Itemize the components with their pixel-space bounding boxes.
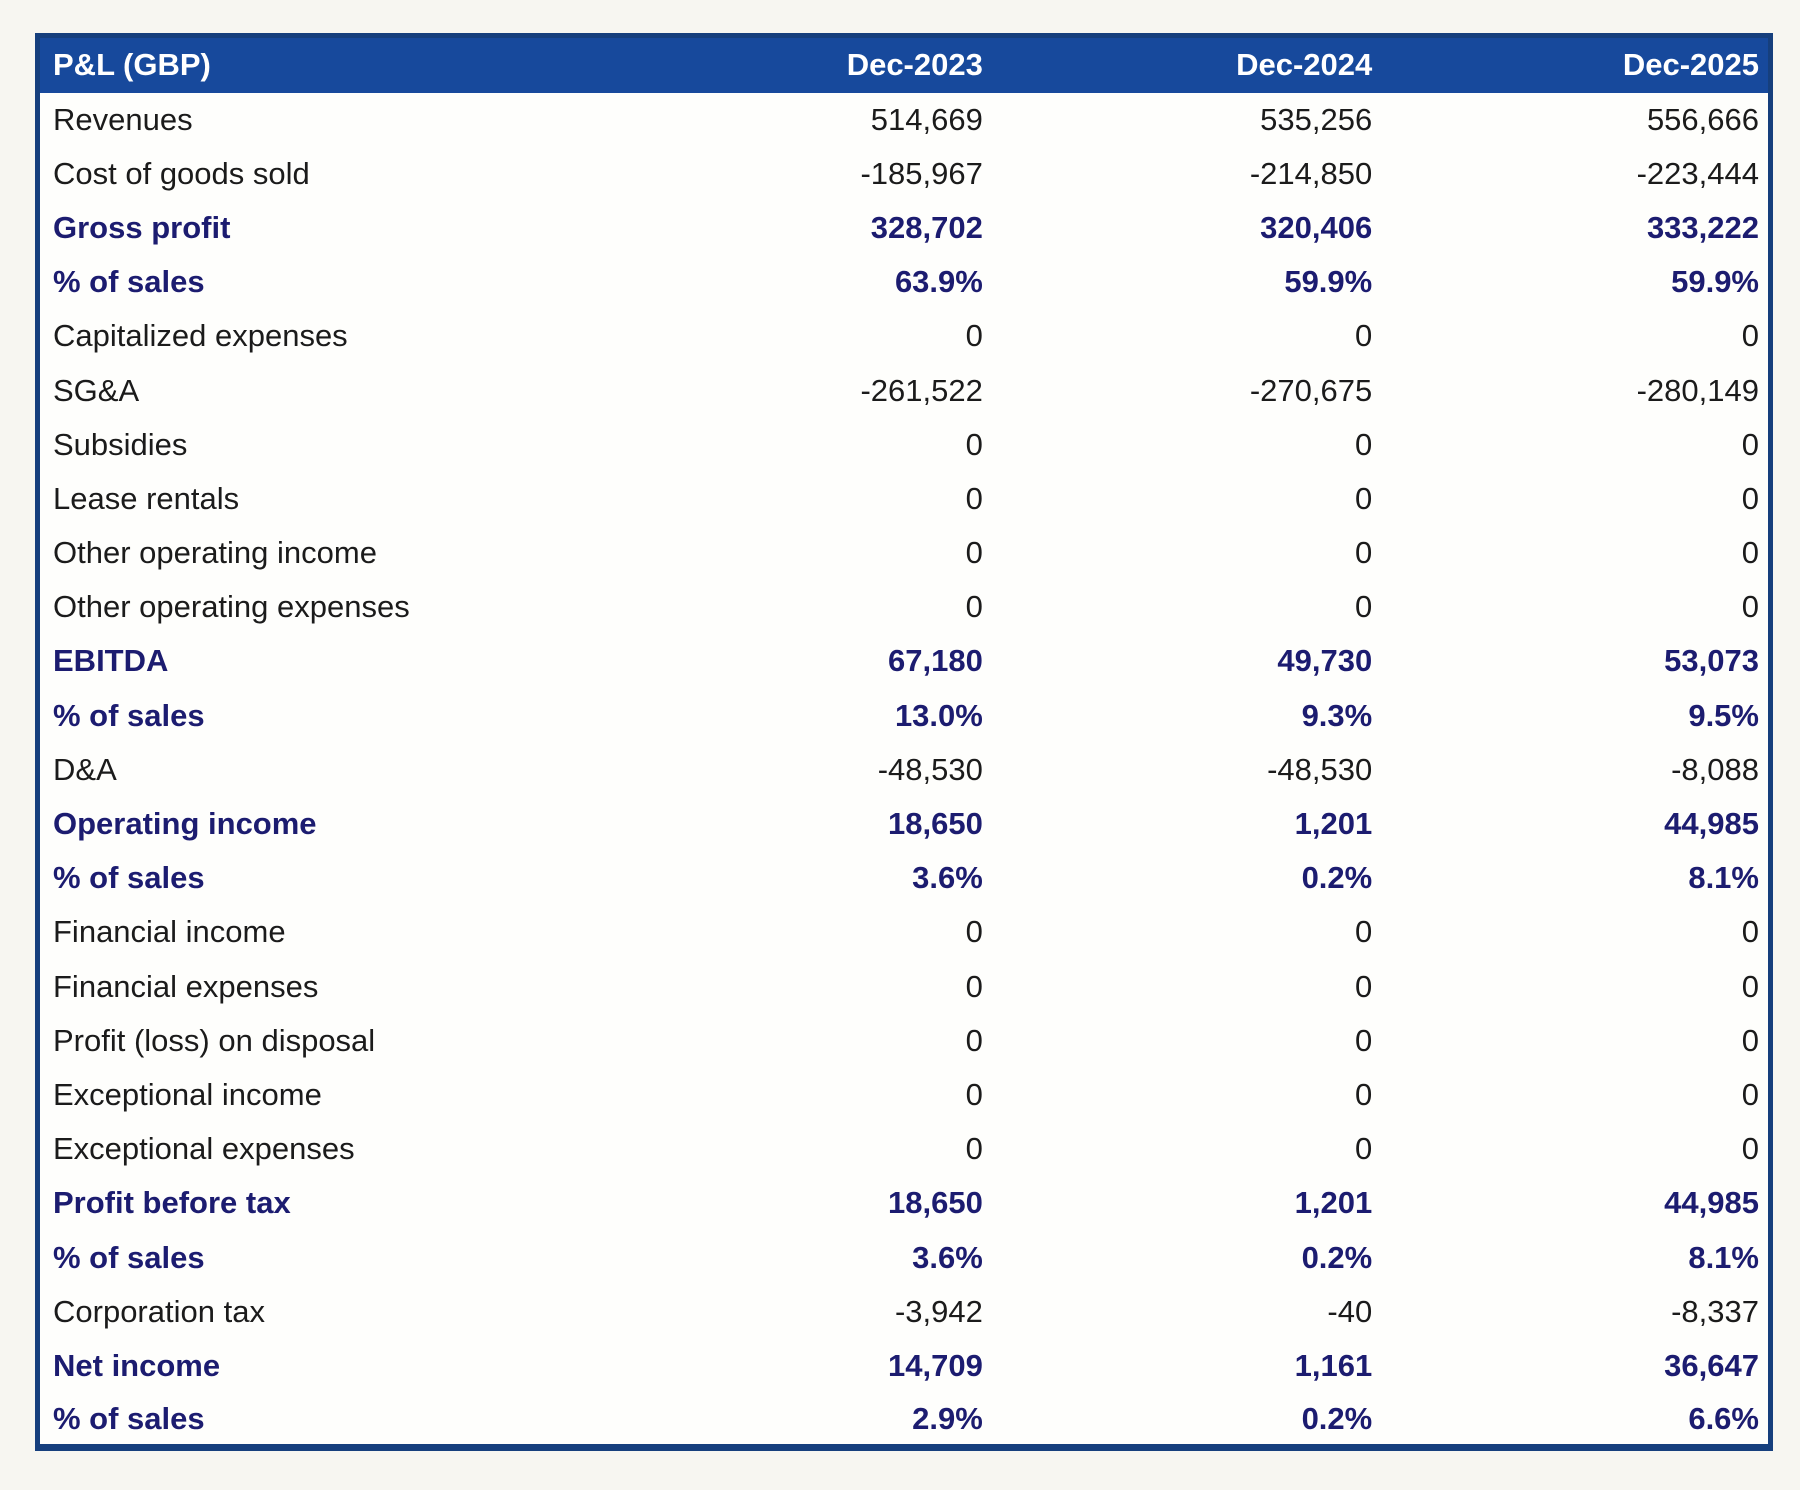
cell-value-dec-2023: 0 bbox=[965, 535, 983, 571]
cell-value-dec-2025: 44,985 bbox=[1664, 806, 1759, 842]
table-row bbox=[38, 1339, 1771, 1393]
row-label: D&A bbox=[53, 751, 117, 787]
cell-value-dec-2025: 8.1% bbox=[1688, 860, 1759, 896]
table-body bbox=[38, 93, 1771, 1448]
row-label: Profit (loss) on disposal bbox=[53, 1022, 376, 1058]
column-header-dec-2023: Dec-2023 bbox=[602, 36, 991, 93]
cell-value-dec-2024: 0 bbox=[1354, 1076, 1373, 1112]
table-row bbox=[38, 93, 1771, 147]
row-label: Exceptional expenses bbox=[53, 1131, 355, 1167]
table-row bbox=[38, 905, 1771, 959]
cell-value-dec-2023: 0 bbox=[965, 318, 983, 354]
cell-value-dec-2024: -40 bbox=[1327, 1293, 1373, 1329]
cell-value-dec-2025: 0 bbox=[1741, 968, 1759, 1004]
row-label: Capitalized expenses bbox=[53, 318, 348, 354]
row-label: % of sales bbox=[53, 1400, 205, 1436]
cell-value-dec-2024: 0.2% bbox=[1301, 1400, 1373, 1436]
cell-value-dec-2023: 328,702 bbox=[870, 209, 983, 245]
row-label: EBITDA bbox=[53, 643, 169, 679]
cell-value-dec-2024: 1,201 bbox=[1294, 1185, 1373, 1221]
row-label: Revenues bbox=[53, 101, 193, 137]
cell-value-dec-2023: 18,650 bbox=[888, 1185, 983, 1221]
table-row bbox=[38, 1122, 1771, 1176]
cell-value-dec-2023: 3.6% bbox=[912, 1239, 983, 1275]
cell-value-dec-2023: 0 bbox=[965, 480, 983, 516]
header-row bbox=[38, 36, 1771, 93]
cell-value-dec-2025: -8,088 bbox=[1671, 751, 1759, 787]
table-row bbox=[38, 1230, 1771, 1284]
cell-value-dec-2025: 0 bbox=[1741, 1076, 1759, 1112]
column-header-dec-2025: Dec-2025 bbox=[1381, 36, 1770, 93]
cell-value-dec-2023: 0 bbox=[965, 968, 983, 1004]
table-title: P&L (GBP) bbox=[38, 36, 603, 93]
cell-value-dec-2025: -223,444 bbox=[1636, 155, 1759, 191]
cell-value-dec-2024: -214,850 bbox=[1249, 155, 1373, 191]
cell-value-dec-2023: 0 bbox=[965, 426, 983, 462]
table-row bbox=[38, 472, 1771, 526]
table-row bbox=[38, 255, 1771, 309]
cell-value-dec-2024: 0 bbox=[1354, 968, 1373, 1004]
cell-value-dec-2025: 0 bbox=[1741, 426, 1759, 462]
cell-value-dec-2024: 535,256 bbox=[1260, 101, 1373, 137]
cell-value-dec-2023: -261,522 bbox=[860, 372, 983, 408]
cell-value-dec-2024: 1,161 bbox=[1294, 1347, 1373, 1383]
cell-value-dec-2024: 0.2% bbox=[1301, 1239, 1373, 1275]
row-label: Corporation tax bbox=[53, 1293, 265, 1329]
table-row bbox=[38, 689, 1771, 743]
cell-value-dec-2025: 0 bbox=[1741, 480, 1759, 516]
cell-value-dec-2023: 63.9% bbox=[894, 264, 983, 300]
table-row bbox=[38, 1285, 1771, 1339]
cell-value-dec-2023: 14,709 bbox=[888, 1347, 983, 1383]
cell-value-dec-2023: -185,967 bbox=[860, 155, 983, 191]
column-header-dec-2024: Dec-2024 bbox=[992, 36, 1381, 93]
cell-value-dec-2024: 1,201 bbox=[1294, 806, 1373, 842]
row-label: Subsidies bbox=[53, 426, 188, 462]
cell-value-dec-2024: 49,730 bbox=[1277, 643, 1373, 679]
table-row bbox=[38, 1068, 1771, 1122]
cell-value-dec-2025: 8.1% bbox=[1688, 1239, 1759, 1275]
cell-value-dec-2024: 320,406 bbox=[1260, 209, 1373, 245]
cell-value-dec-2023: 13.0% bbox=[894, 697, 983, 733]
cell-value-dec-2024: 9.3% bbox=[1301, 697, 1373, 733]
row-label: % of sales bbox=[53, 697, 205, 733]
table-row bbox=[38, 580, 1771, 634]
table-row bbox=[38, 201, 1771, 255]
cell-value-dec-2025: 44,985 bbox=[1664, 1185, 1759, 1221]
cell-value-dec-2024: 0 bbox=[1354, 535, 1373, 571]
cell-value-dec-2025: 53,073 bbox=[1664, 643, 1759, 679]
cell-value-dec-2025: -8,337 bbox=[1671, 1293, 1759, 1329]
cell-value-dec-2023: 0 bbox=[965, 589, 983, 625]
row-label: % of sales bbox=[53, 1239, 205, 1275]
table-row bbox=[38, 634, 1771, 688]
cell-value-dec-2023: -48,530 bbox=[877, 751, 983, 787]
cell-value-dec-2025: 59.9% bbox=[1671, 264, 1759, 300]
cell-value-dec-2023: 0 bbox=[965, 1076, 983, 1112]
row-label: Lease rentals bbox=[53, 480, 240, 516]
cell-value-dec-2024: 59.9% bbox=[1284, 264, 1373, 300]
cell-value-dec-2025: 36,647 bbox=[1664, 1347, 1759, 1383]
cell-value-dec-2024: 0 bbox=[1354, 1022, 1373, 1058]
row-label: % of sales bbox=[53, 264, 205, 300]
table-row bbox=[38, 797, 1771, 851]
cell-value-dec-2025: 556,666 bbox=[1646, 101, 1759, 137]
cell-value-dec-2024: 0 bbox=[1354, 426, 1373, 462]
table-row bbox=[38, 1014, 1771, 1068]
cell-value-dec-2024: 0 bbox=[1354, 480, 1373, 516]
row-label: Financial income bbox=[53, 914, 286, 950]
cell-value-dec-2024: 0 bbox=[1354, 1131, 1373, 1167]
cell-value-dec-2023: 18,650 bbox=[888, 806, 983, 842]
row-label: % of sales bbox=[53, 860, 205, 896]
row-label: Other operating income bbox=[53, 535, 377, 571]
row-label: Cost of goods sold bbox=[53, 155, 310, 191]
cell-value-dec-2023: 67,180 bbox=[888, 643, 983, 679]
cell-value-dec-2025: 0 bbox=[1741, 1022, 1759, 1058]
cell-value-dec-2024: 0.2% bbox=[1301, 860, 1373, 896]
cell-value-dec-2023: 2.9% bbox=[912, 1400, 983, 1436]
cell-value-dec-2024: 0 bbox=[1354, 914, 1373, 950]
table-row bbox=[38, 743, 1771, 797]
row-label: Profit before tax bbox=[53, 1185, 291, 1221]
row-label: Net income bbox=[53, 1347, 221, 1383]
table-row bbox=[38, 526, 1771, 580]
pnl-table bbox=[35, 33, 1773, 1451]
cell-value-dec-2023: 514,669 bbox=[870, 101, 983, 137]
cell-value-dec-2025: 333,222 bbox=[1646, 209, 1759, 245]
row-label: Operating income bbox=[53, 806, 317, 842]
cell-value-dec-2023: 3.6% bbox=[912, 860, 983, 896]
cell-value-dec-2025: 0 bbox=[1741, 914, 1759, 950]
cell-value-dec-2025: 9.5% bbox=[1688, 697, 1759, 733]
cell-value-dec-2023: 0 bbox=[965, 1131, 983, 1167]
table-row bbox=[38, 418, 1771, 472]
pnl-table-container bbox=[35, 33, 1773, 1451]
cell-value-dec-2024: 0 bbox=[1354, 589, 1373, 625]
row-label: Financial expenses bbox=[53, 968, 319, 1004]
table-row bbox=[38, 960, 1771, 1014]
row-label: SG&A bbox=[53, 372, 140, 408]
row-label: Gross profit bbox=[53, 209, 231, 245]
cell-value-dec-2023: 0 bbox=[965, 914, 983, 950]
cell-value-dec-2024: 0 bbox=[1354, 318, 1373, 354]
row-label: Exceptional income bbox=[53, 1076, 322, 1112]
cell-value-dec-2025: -280,149 bbox=[1636, 372, 1759, 408]
cell-value-dec-2023: -3,942 bbox=[894, 1293, 983, 1329]
cell-value-dec-2024: -48,530 bbox=[1267, 751, 1373, 787]
table-row bbox=[38, 147, 1771, 201]
table-row bbox=[38, 851, 1771, 905]
table-row bbox=[38, 309, 1771, 363]
table-row bbox=[38, 1176, 1771, 1230]
cell-value-dec-2023: 0 bbox=[965, 1022, 983, 1058]
cell-value-dec-2025: 0 bbox=[1741, 1131, 1759, 1167]
cell-value-dec-2025: 0 bbox=[1741, 589, 1759, 625]
cell-value-dec-2025: 6.6% bbox=[1688, 1400, 1759, 1436]
cell-value-dec-2024: -270,675 bbox=[1249, 372, 1373, 408]
table-row bbox=[38, 363, 1771, 417]
cell-value-dec-2025: 0 bbox=[1741, 535, 1759, 571]
row-label: Other operating expenses bbox=[53, 589, 410, 625]
cell-value-dec-2025: 0 bbox=[1741, 318, 1759, 354]
table-row bbox=[38, 1393, 1771, 1448]
